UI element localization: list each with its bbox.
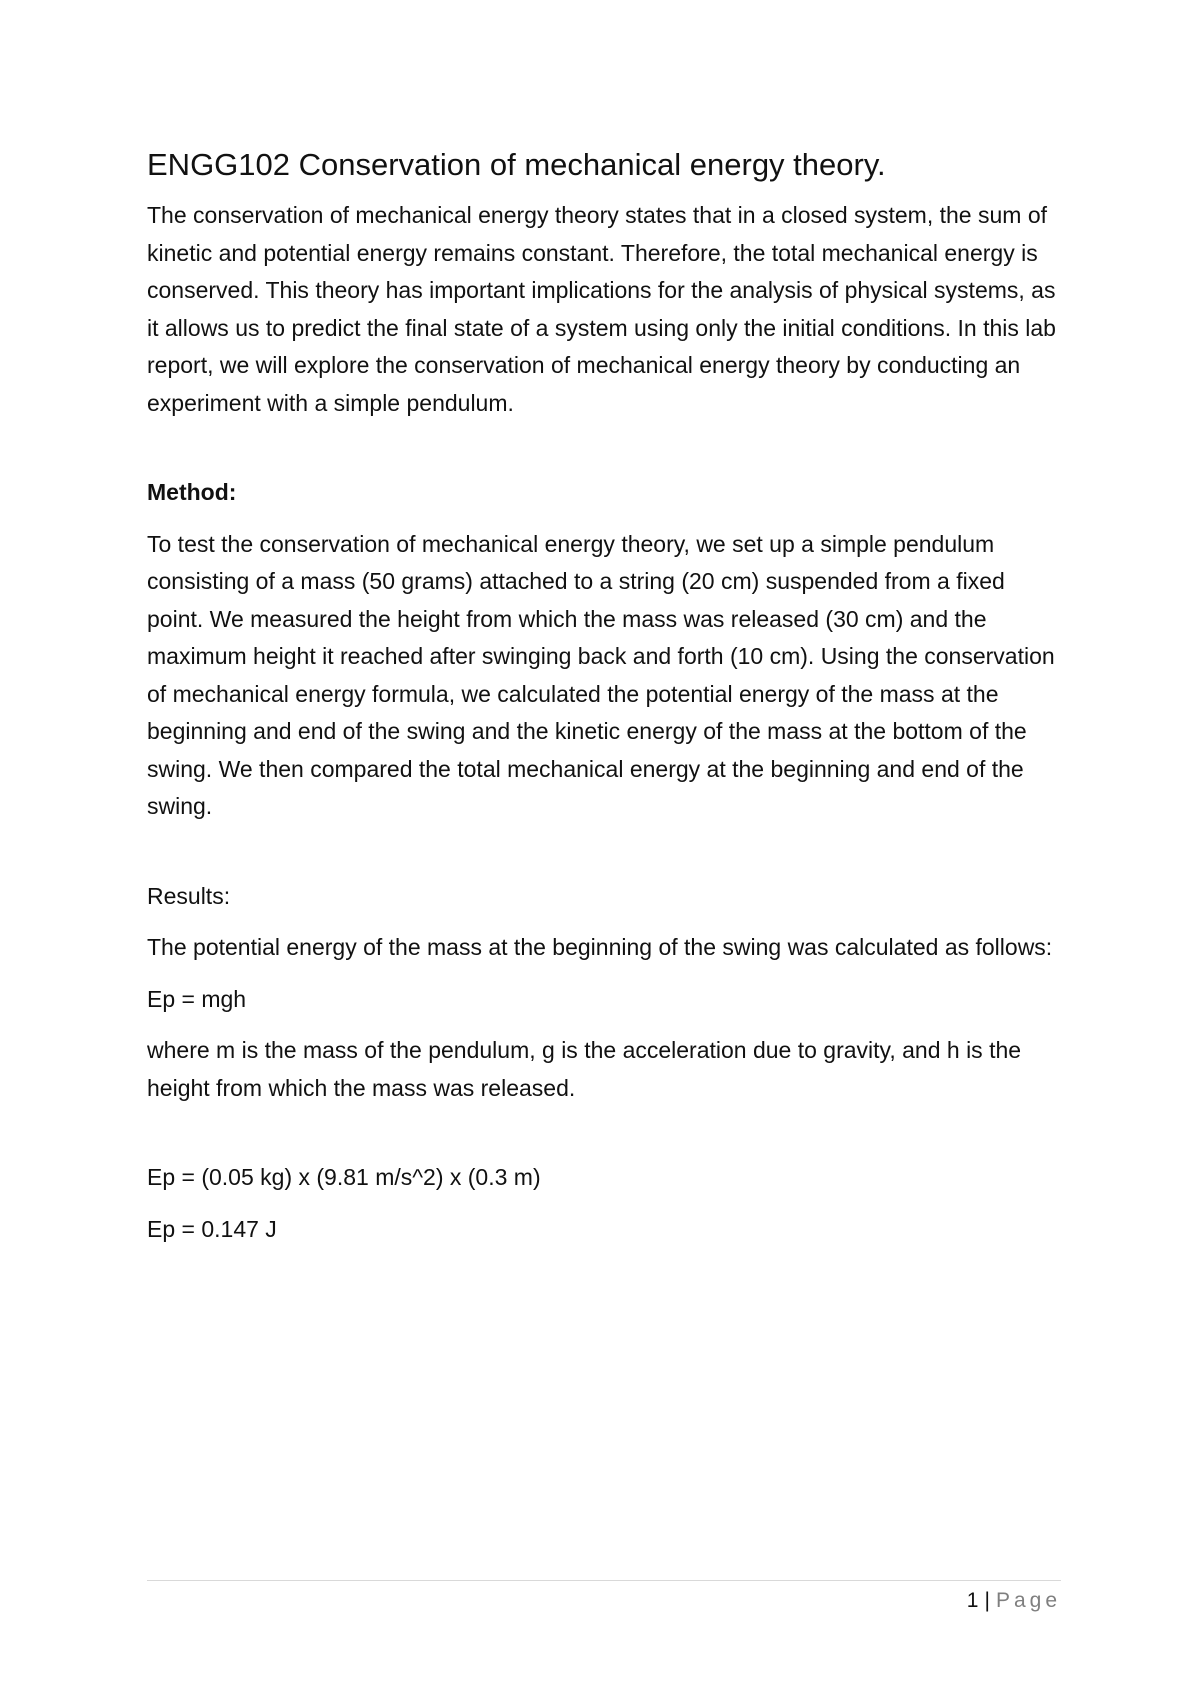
spacer <box>147 512 1057 526</box>
formula-line: Ep = mgh <box>147 985 247 1012</box>
results-heading: Results: <box>147 882 231 909</box>
method-heading: Method: <box>147 479 237 506</box>
page-number: 1 <box>966 1589 979 1612</box>
spacer <box>147 915 1057 929</box>
spacer <box>147 826 1057 878</box>
page-label: Page <box>995 1589 1061 1612</box>
spacer <box>147 1107 1057 1159</box>
spacer <box>147 422 1057 474</box>
result-line: Ep = 0.147 J <box>147 1215 277 1242</box>
document-title: ENGG102 Conservation of mechanical energy theory. <box>147 147 886 182</box>
formula-explanation: where m is the mass of the pendulum, g is the acceleration due to gravity, and h is the height from which the mass was released. <box>147 1037 1022 1101</box>
spacer <box>147 967 1057 981</box>
method-paragraph: To test the conservation of mechanical energy theory, we set up a simple pendulum consisting of a mass (50 grams) attached to a string (20 cm) suspended from a fixed point. We measured the height from which the mass was released (30 cm) and the maximum height it reached after swinging back and forth (10 cm). Using the conservation of mechanical energy formula, we calculated the potential energy of the mass at the beginning and end of the swing and the kinetic energy of the mass at the bottom of the swing. We then compared the total mechanical energy at the beginning and end of the swing. <box>147 530 1055 820</box>
footer-divider <box>147 1580 1061 1581</box>
spacer <box>147 1018 1057 1032</box>
footer-separator: | <box>984 1589 990 1612</box>
page-footer <box>967 1586 1061 1616</box>
document-body <box>147 145 1057 1248</box>
calculation-line: Ep = (0.05 kg) x (9.81 m/s^2) x (0.3 m) <box>147 1164 541 1191</box>
spacer <box>147 1197 1057 1211</box>
results-paragraph: The potential energy of the mass at the beginning of the swing was calculated as follows: <box>147 934 1053 961</box>
intro-paragraph: The conservation of mechanical energy theory states that in a closed system, the sum of kinetic and potential energy remains constant. Therefore, the total mechanical energy is conserved. This theory has important implications for the analysis of physical systems, as it allows us to predict the final state of a system using only the initial conditions. In this lab report, we will explore the conservation of mechanical energy theory by conducting an experiment with a simple pendulum. <box>147 202 1056 416</box>
